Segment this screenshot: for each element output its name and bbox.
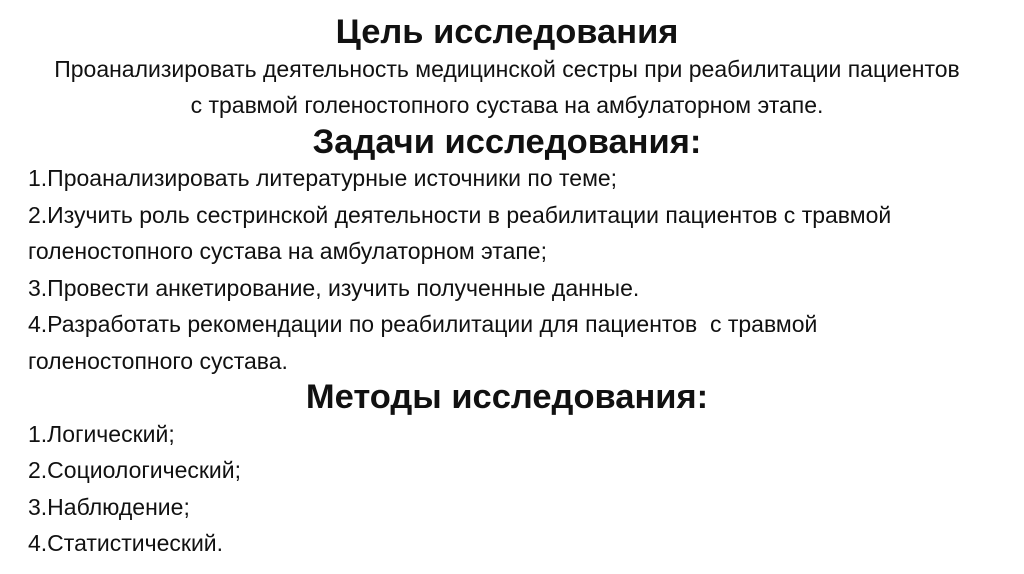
methods-heading: Методы исследования: xyxy=(305,378,709,416)
methods-list xyxy=(28,416,986,562)
task-item-2: 2.Изучить роль сестринской деятельности в реабилитации пациентов с травмой голеностопного сустава на амбулаторном этапе; xyxy=(28,201,898,264)
method-item-1: 1.Логический; xyxy=(28,420,175,447)
method-item-2: 2.Социологический; xyxy=(28,457,242,483)
method-item-4: 4.Статистический. xyxy=(28,530,224,556)
tasks-heading: Задачи исследования: xyxy=(312,122,702,161)
goal-heading: Цель исследования xyxy=(335,13,679,51)
goal-text: Проанализировать деятельность медицинской сестры при реабилитации пациентов с травмой голеностопного сустава на амбулаторном этапе. xyxy=(54,55,960,118)
tasks-list xyxy=(28,160,986,379)
method-item-3: 3.Наблюдение; xyxy=(28,493,190,520)
task-item-4: 4.Разработать рекомендации по реабилитации для пациентов с травмой голеностопного сустава. xyxy=(28,311,824,374)
task-item-3: 3.Провести анкетирование, изучить полученные данные. xyxy=(28,274,640,301)
task-item-1: 1.Проанализировать литературные источники по теме; xyxy=(28,165,618,191)
